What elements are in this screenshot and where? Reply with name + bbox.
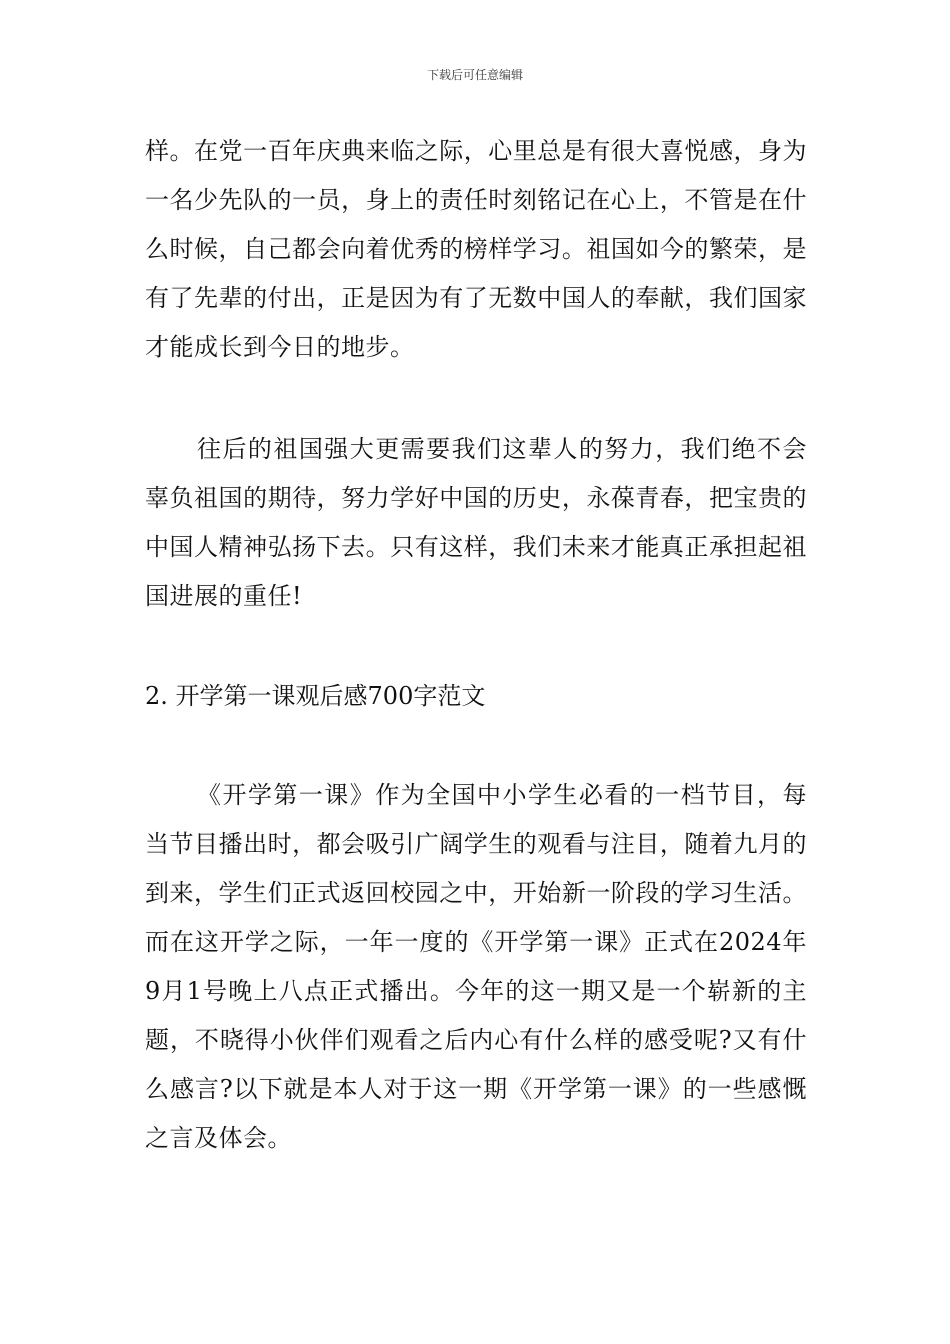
paragraph-2: 往后的祖国强大更需要我们这辈人的努力，我们绝不会辜负祖国的期待，努力学好中国的历史，永葆青春，把宝贵的中国人精神弘扬下去。只有这样，我们未来才能真正承担起祖国进展的重任! <box>145 435 807 610</box>
paragraph-1: 样。在党一百年庆典来临之际，心里总是有很大喜悦感，身为一名少先队的一员，身上的责任时刻铭记在心上，不管是在什么时候，自己都会向着优秀的榜样学习。祖国如今的繁荣，是有了先辈的付出，正是因为有了无数中国人的奉献，我们国家才能成长到今日的地步。 <box>145 137 807 361</box>
paragraph-3: 《开学第一课》作为全国中小学生必看的一档节目，每当节目播出时，都会吸引广阔学生的观看与注目，随着九月的到来，学生们正式返回校园之中，开始新一阶段的学习生活。而在这开学之际，一年一度的《开学第一课》正式在2024年9月1号晚上八点正式播出。今年的这一期又是一个崭新的主题，不晓得小伙伴们观看之后内心有什么样的感受呢?又有什么感言?以下就是本人对于这一期《开学第一课》的一些感慨之言及体会。 <box>145 781 807 1152</box>
page-header-note: 下载后可任意编辑 <box>426 68 523 82</box>
section-heading: 2. 开学第一课观后感700字范文 <box>145 682 486 710</box>
